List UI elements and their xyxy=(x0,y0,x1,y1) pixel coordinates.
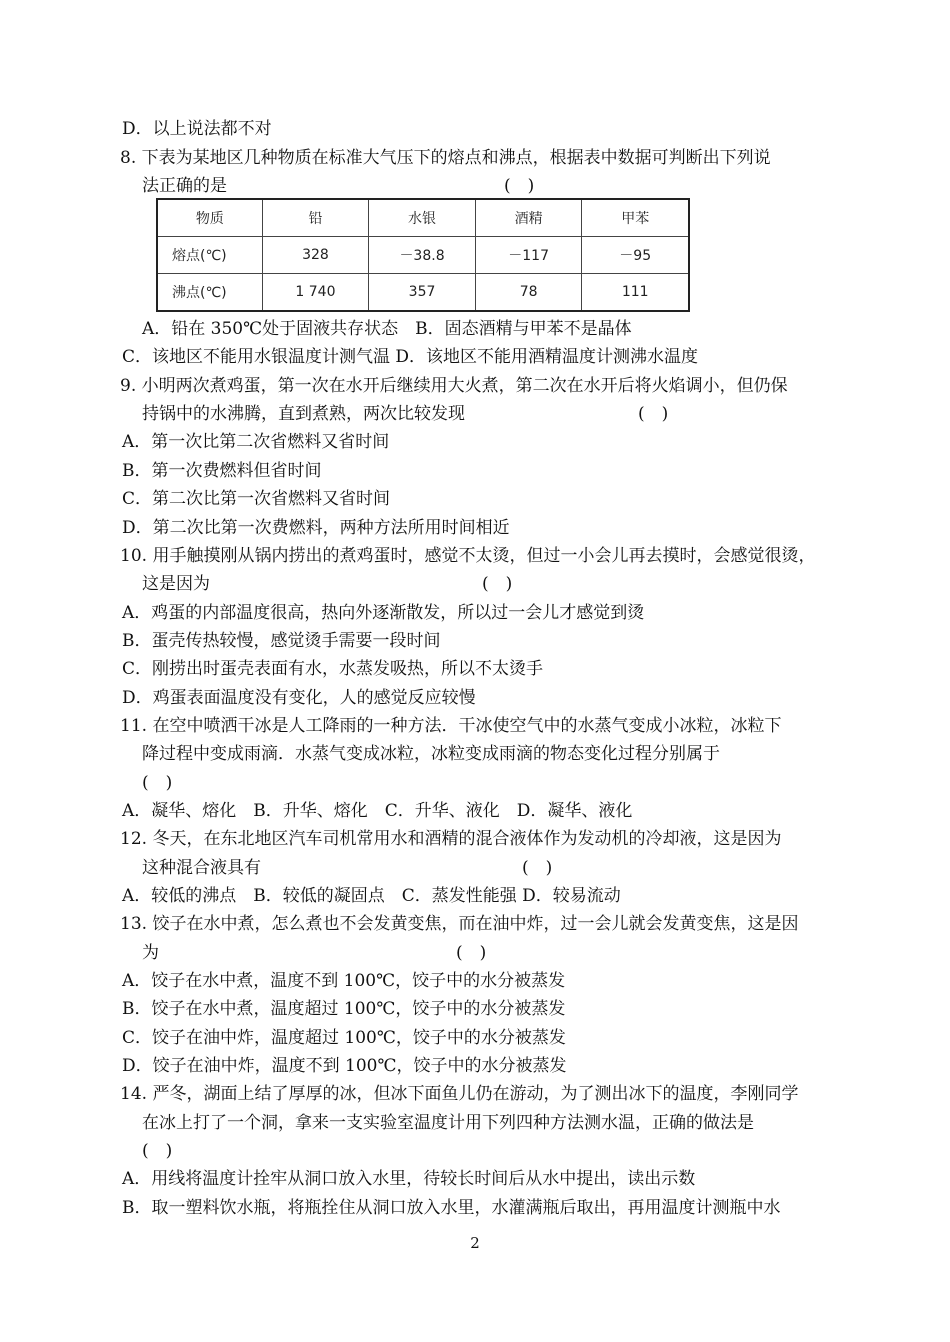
table-cell: 沸点(℃) xyxy=(157,274,262,312)
page-number: 2 xyxy=(470,1234,480,1252)
q8-answer-paren: ( ) xyxy=(504,176,535,196)
table-cell: －117 xyxy=(475,237,582,274)
table-cell: 328 xyxy=(262,237,369,274)
table-row xyxy=(157,237,689,274)
q12-stem-line1: 12. 冬天，在东北地区汽车司机常用水和酒精的混合液体作为发动机的冷却液，这是因为 xyxy=(120,829,782,849)
q14-answer-paren: ( ) xyxy=(142,1141,173,1161)
q14-stem-line1: 14. 严冬，湖面上结了厚厚的冰，但冰下面鱼儿仍在游动，为了测出冰下的温度，李刚同学 xyxy=(120,1084,799,1104)
q8-stem-line2: 法正确的是 xyxy=(142,176,227,196)
q14-option-b: B．取一塑料饮水瓶，将瓶拴住从洞口放入水里，水灌满瓶后取出，再用温度计测瓶中水 xyxy=(122,1198,781,1218)
q10-stem-line1: 10. 用手触摸刚从锅内捞出的煮鸡蛋时，感觉不太烫，但过一小会儿再去摸时，会感觉很烫， xyxy=(120,546,816,566)
q13-answer-paren: ( ) xyxy=(456,943,487,963)
q8-options-cd: C．该地区不能用水银温度计测气温 D．该地区不能用酒精温度计测沸水温度 xyxy=(122,347,699,367)
table-cell: 357 xyxy=(369,274,476,312)
q11-stem-line1: 11. 在空中喷洒干冰是人工降雨的一种方法．干冰使空气中的水蒸气变成小冰粒，冰粒下 xyxy=(120,716,782,736)
q13-option-d: D．饺子在油中炸，温度不到 100℃，饺子中的水分被蒸发 xyxy=(122,1056,567,1076)
q8-data-table xyxy=(156,198,690,312)
q11-stem-line2: 降过程中变成雨滴．水蒸气变成冰粒，冰粒变成雨滴的物态变化过程分别属于 xyxy=(142,744,720,764)
q13-option-b: B．饺子在水中煮，温度超过 100℃，饺子中的水分被蒸发 xyxy=(122,999,566,1019)
q9-option-a: A．第一次比第二次省燃料又省时间 xyxy=(122,432,390,452)
q12-answer-paren: ( ) xyxy=(522,858,553,878)
q10-option-c: C．刚捞出时蛋壳表面有水，水蒸发吸热，所以不太烫手 xyxy=(122,659,544,679)
q9-stem-line2: 持锅中的水沸腾，直到煮熟，两次比较发现 xyxy=(142,404,465,424)
q14-stem-line2: 在冰上打了一个洞，拿来一支实验室温度计用下列四种方法测水温，正确的做法是 xyxy=(142,1113,754,1133)
table-cell: 111 xyxy=(582,274,689,312)
q13-stem-line2: 为 xyxy=(142,943,159,963)
table-cell: 铅 xyxy=(262,199,369,237)
table-cell: －95 xyxy=(582,237,689,274)
table-cell: 酒精 xyxy=(475,199,582,237)
q10-option-b: B．蛋壳传热较慢，感觉烫手需要一段时间 xyxy=(122,631,441,651)
table-cell: 物质 xyxy=(157,199,262,237)
q10-stem-line2: 这是因为 xyxy=(142,574,210,594)
q8-stem-line1: 8. 下表为某地区几种物质在标准大气压下的熔点和沸点，根据表中数据可判断出下列说 xyxy=(120,148,771,168)
q9-option-c: C．第二次比第一次省燃料又省时间 xyxy=(122,489,391,509)
q8-options-ab: A．铅在 350℃处于固液共存状态 B．固态酒精与甲苯不是晶体 xyxy=(142,319,632,339)
q11-options: A．凝华、熔化 B．升华、熔化 C．升华、液化 D．凝华、液化 xyxy=(122,801,633,821)
table-row xyxy=(157,274,689,312)
table-cell: 熔点(℃) xyxy=(157,237,262,274)
table-header-row xyxy=(157,199,689,237)
q14-option-a: A．用线将温度计拴牢从洞口放入水里，待较长时间后从水中提出，读出示数 xyxy=(122,1169,696,1189)
q11-answer-paren: ( ) xyxy=(142,773,173,793)
q13-option-a: A．饺子在水中煮，温度不到 100℃，饺子中的水分被蒸发 xyxy=(122,971,566,991)
table-cell: －38.8 xyxy=(369,237,476,274)
table-cell: 甲苯 xyxy=(582,199,689,237)
q13-stem-line1: 13. 饺子在水中煮，怎么煮也不会发黄变焦，而在油中炸，过一会儿就会发黄变焦，这是因 xyxy=(120,914,799,934)
table-cell: 1 740 xyxy=(262,274,369,312)
q13-option-c: C．饺子在油中炸，温度超过 100℃，饺子中的水分被蒸发 xyxy=(122,1028,566,1048)
q9-option-b: B．第一次费燃料但省时间 xyxy=(122,461,322,481)
q10-option-d: D．鸡蛋表面温度没有变化，人的感觉反应较慢 xyxy=(122,688,476,708)
q9-option-d: D．第二次比第一次费燃料，两种方法所用时间相近 xyxy=(122,518,510,538)
q10-answer-paren: ( ) xyxy=(482,574,513,594)
table-cell: 78 xyxy=(475,274,582,312)
table-cell: 水银 xyxy=(369,199,476,237)
q9-answer-paren: ( ) xyxy=(638,404,669,424)
q12-options: A．较低的沸点 B．较低的凝固点 C．蒸发性能强 D．较易流动 xyxy=(122,886,621,906)
q7-option-d: D．以上说法都不对 xyxy=(122,119,272,139)
q9-stem-line1: 9. 小明两次煮鸡蛋，第一次在水开后继续用大火煮，第二次在水开后将火焰调小，但仍保 xyxy=(120,376,788,396)
q10-option-a: A．鸡蛋的内部温度很高，热向外逐渐散发，所以过一会儿才感觉到烫 xyxy=(122,603,645,623)
q12-stem-line2: 这种混合液具有 xyxy=(142,858,261,878)
